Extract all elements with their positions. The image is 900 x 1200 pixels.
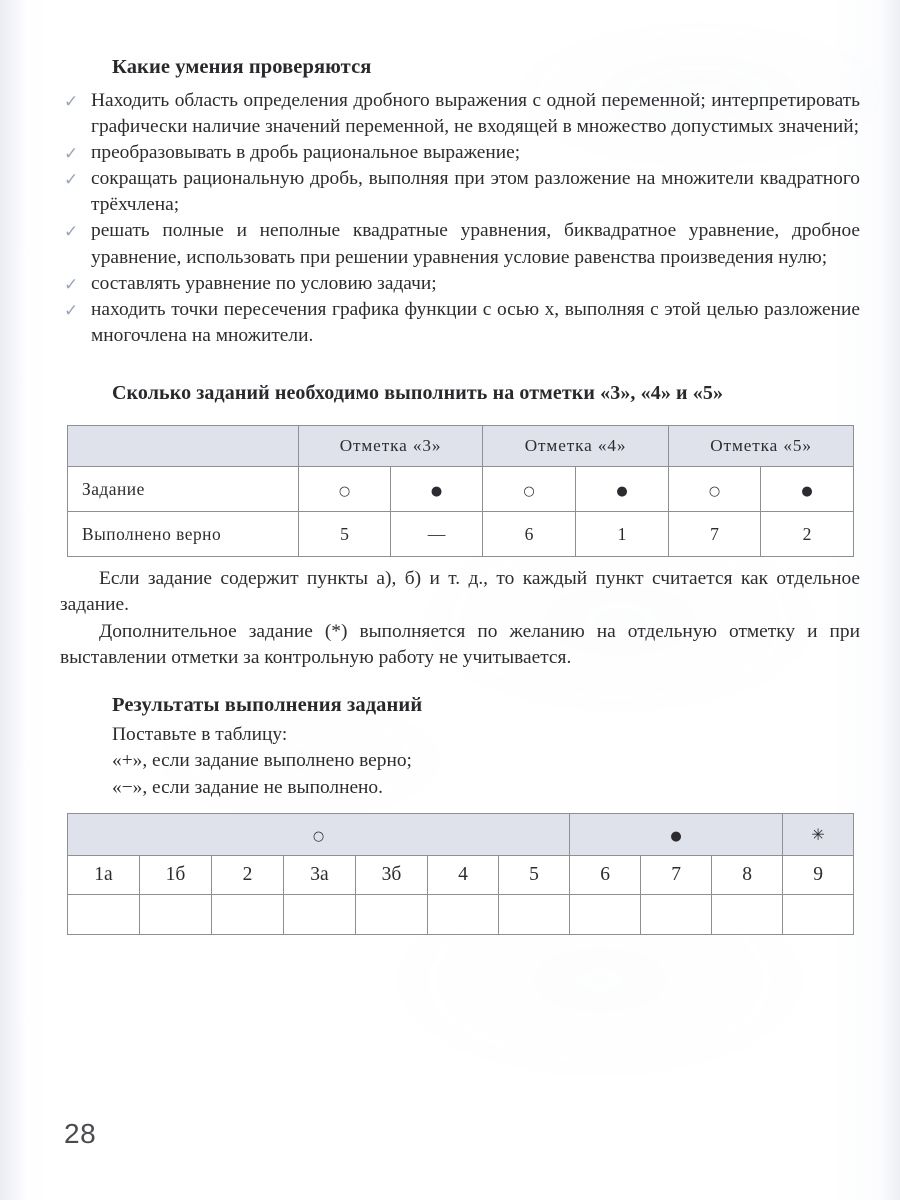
circle-filled-icon: ● [670, 828, 682, 844]
circle-open-icon: ○ [708, 483, 721, 499]
cell-count: 2 [761, 512, 854, 557]
answer-entry-cell[interactable] [712, 895, 783, 935]
task-label-cell: 1а [68, 856, 140, 895]
check-icon: ✓ [64, 170, 79, 191]
table-header-row [68, 426, 854, 467]
group-header-mark4: Отметка «4» [483, 426, 669, 467]
cell-task-circle-filled [761, 467, 854, 512]
task-label-cell: 2 [212, 856, 284, 895]
group-header-circle-open [68, 814, 570, 856]
table-row [68, 467, 854, 512]
circle-open-icon: ○ [338, 483, 351, 499]
answer-entry-cell[interactable] [356, 895, 428, 935]
list-item-text: решать полные и неполные квадратные уравнения, биквадратное уравнение, дробное уравнение, использовать при решении уравнения условие равенства произведения нулю; [91, 220, 860, 268]
note-paragraph-extra: Дополнительное задание (*) выполняется по желанию на отдельную отметку и при выставлении отметки за контрольную работу не учитывается. [60, 621, 860, 669]
task-label-cell: 1б [140, 856, 212, 895]
cell-count: 7 [669, 512, 761, 557]
circle-filled-icon: ● [616, 483, 628, 499]
cell-count: 1 [576, 512, 669, 557]
circle-filled-icon: ● [430, 483, 443, 499]
list-item-text: сокращать рациональную дробь, выполняя при этом разложение на множители квадратного трёхчлена; [91, 168, 860, 216]
asterisk-icon: ✳ [811, 824, 825, 844]
list-item [60, 166, 860, 218]
task-label-cell: 5 [499, 856, 570, 895]
answer-entry-cell[interactable] [68, 895, 140, 935]
table-corner-cell [68, 426, 299, 467]
answer-entry-cell[interactable] [499, 895, 570, 935]
cell-count: 5 [299, 512, 391, 557]
task-label-cell: 3б [356, 856, 428, 895]
rule-minus-line: «−», если задание не выполнено. [112, 776, 383, 798]
task-label-cell: 7 [641, 856, 712, 895]
marks-requirement-table [67, 425, 854, 557]
list-item-text: преобразовывать в дробь рациональное выражение; [91, 142, 521, 164]
answer-entry-row [68, 895, 854, 935]
check-icon: ✓ [64, 222, 79, 243]
list-item-text: составлять уравнение по условию задачи; [91, 272, 437, 294]
answers-recording-table [67, 813, 854, 935]
list-item [60, 218, 860, 270]
note-paragraph-items: Если задание содержит пункты а), б) и т. д., то каждый пункт считается как отдельное задание. [60, 568, 860, 616]
check-icon: ✓ [64, 274, 79, 295]
row-label-task: Задание [68, 467, 299, 512]
answer-entry-cell[interactable] [783, 895, 854, 935]
page-number: 28 [64, 1118, 97, 1149]
task-label-cell: 9 [783, 856, 854, 895]
check-icon: ✓ [64, 144, 79, 165]
circle-filled-icon: ● [801, 483, 813, 499]
answer-entry-cell[interactable] [284, 895, 356, 935]
list-item [60, 271, 860, 297]
list-item [60, 297, 860, 349]
answer-entry-cell[interactable] [428, 895, 499, 935]
task-label-cell: 8 [712, 856, 783, 895]
cell-task-circle-open [483, 467, 576, 512]
rule-plus-line: «+», если задание выполнено верно; [112, 750, 412, 772]
row-label-completed: Выполнено верно [68, 512, 299, 557]
task-label-cell: 4 [428, 856, 499, 895]
check-icon: ✓ [64, 92, 79, 112]
list-item-text: Находить область определения дробного выражения с одной переменной; интерпретировать графически наличие значений переменной, не входящей в множество допустимых значений; [91, 90, 860, 138]
table-row [68, 512, 854, 557]
instruction-line: Поставьте в таблицу: [112, 724, 288, 745]
table-header-row [68, 814, 854, 856]
cell-task-circle-open [299, 467, 391, 512]
check-icon: ✓ [64, 300, 79, 321]
group-header-mark5: Отметка «5» [669, 426, 854, 467]
cell-count: 6 [483, 512, 576, 557]
skills-section-heading: Какие умения проверяются [112, 56, 372, 78]
group-header-asterisk [783, 814, 854, 856]
group-header-circle-filled [570, 814, 783, 856]
list-item [60, 140, 860, 166]
circle-open-icon: ○ [312, 828, 325, 844]
cell-task-circle-open [669, 467, 761, 512]
task-label-cell: 6 [570, 856, 641, 895]
results-instructions [112, 722, 412, 801]
list-item-text: находить точки пересечения графика функции с осью x, выполняя с этой целью разложение многочлена на множители. [91, 298, 860, 346]
marks-section-heading: Сколько заданий необходимо выполнить на отметки «3», «4» и «5» [112, 382, 724, 404]
task-label-cell: 3а [284, 856, 356, 895]
answer-entry-cell[interactable] [140, 895, 212, 935]
answer-entry-cell[interactable] [570, 895, 641, 935]
cell-task-circle-filled [576, 467, 669, 512]
answer-entry-cell[interactable] [641, 895, 712, 935]
cell-task-circle-filled [391, 467, 483, 512]
list-item [60, 88, 860, 140]
answer-entry-cell[interactable] [212, 895, 284, 935]
circle-open-icon: ○ [523, 483, 535, 499]
cell-count: — [391, 512, 483, 557]
task-label-row [68, 856, 854, 895]
results-section-heading: Результаты выполнения заданий [112, 694, 423, 716]
skills-list [60, 88, 860, 349]
group-header-mark3: Отметка «3» [299, 426, 483, 467]
